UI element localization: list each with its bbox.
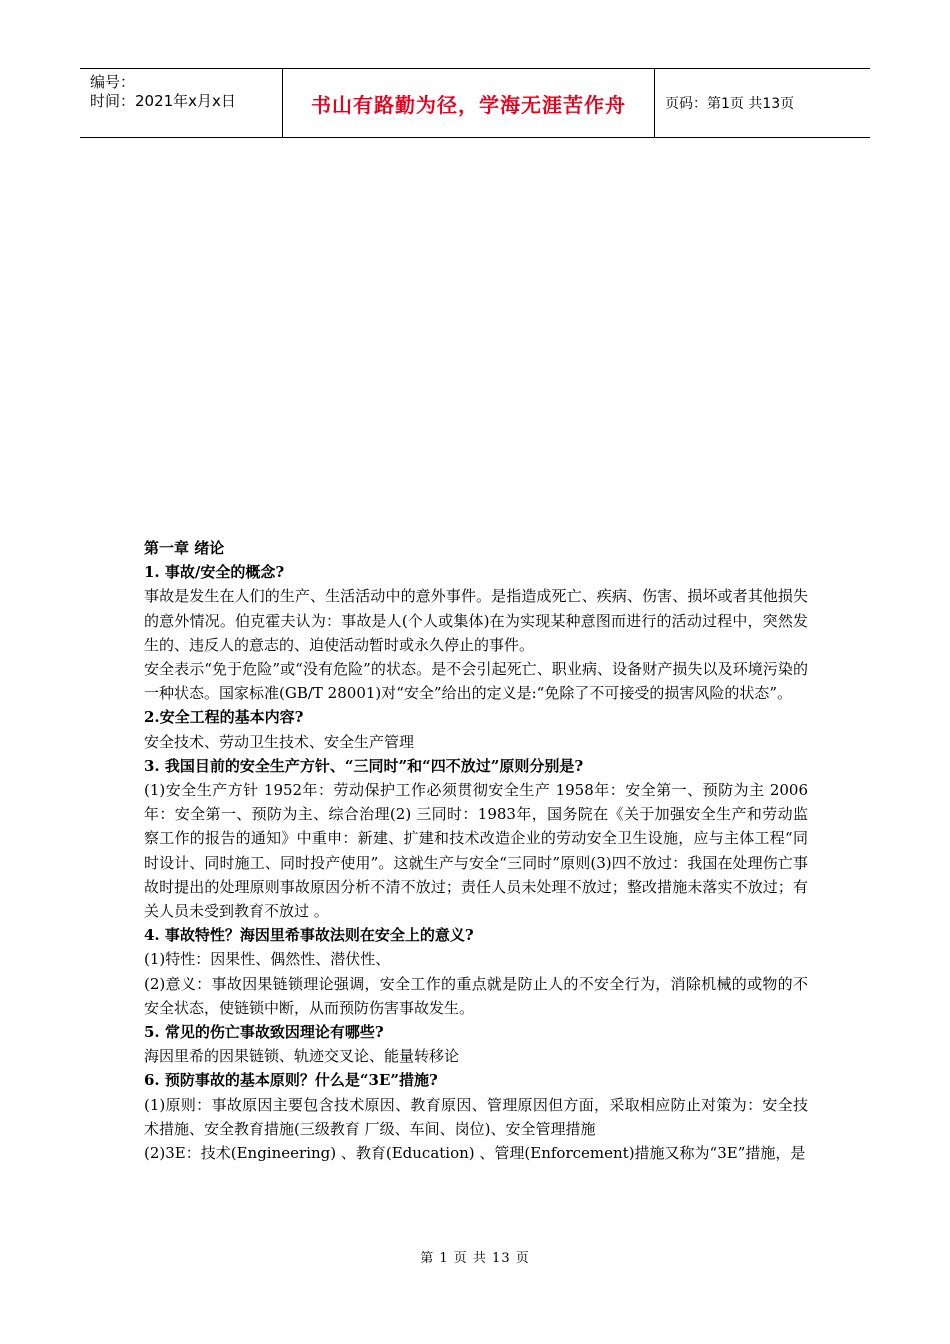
question-2-title: 2.安全工程的基本内容? xyxy=(144,708,304,727)
question-6-title: 6. 预防事故的基本原则？什么是“3E”措施? xyxy=(144,1071,438,1090)
question-4-title: 4. 事故特性？海因里希事故法则在安全上的意义? xyxy=(144,926,474,945)
header-meta xyxy=(80,69,282,137)
page-footer: 第 1 页 共 13 页 xyxy=(420,1251,530,1266)
page-header xyxy=(80,68,870,138)
chapter-title: 第一章 绪论 xyxy=(144,539,225,557)
question-3-answer: (1)安全生产方针 1952年：劳动保护工作必须贯彻安全生产 1958年：安全第一、预防为主 2006年：安全第一、预防为主、综合治理(2) 三同时：1983年，国务院在《关于加强安全生产和劳动监察工作的报告的通知》中重申：新建、扩建和技术改造企业的劳动安全卫生设施，应与主体工程“同时设计、同时施工、同时投产使用”。这就生产与安全“三同时”原则(3)四不放过：我国在处理伤亡事故时提出的处理原则事故原因分析不清不放过；责任人员未处理不放过；整改措施未落实不放过；有关人员未受到教育不放过 。 xyxy=(144,781,808,921)
question-4-answer-1: (1)特性：因果性、偶然性、潜伏性、 xyxy=(144,950,391,969)
question-6-answer-2: (2)3E：技术(Engineering) 、教育(Education) 、管理(Enforcement)措施又称为“3E”措施，是 xyxy=(144,1144,806,1163)
serial-label: 编号： xyxy=(90,73,136,91)
question-1-title: 1. 事故/安全的概念? xyxy=(144,563,285,582)
header-motto: 书山有路勤为径，学海无涯苦作舟 xyxy=(282,69,655,137)
header-page-info: 页码：第1页 共13页 xyxy=(665,96,795,112)
question-4-answer-2: (2)意义：事故因果链锁理论强调，安全工作的重点就是防止人的不安全行为，消除机械的或物的不安全状态，使链锁中断，从而预防伤害事故发生。 xyxy=(144,974,808,1017)
question-5-answer: 海因里希的因果链锁、轨迹交叉论、能量转移论 xyxy=(144,1047,460,1066)
question-5-title: 5. 常见的伤亡事故致因理论有哪些? xyxy=(144,1023,384,1042)
question-6-answer-1: (1)原则：事故原因主要包含技术原因、教育原因、管理原因但方面，采取相应防止对策为：安全技术措施、安全教育措施(三级教育 厂级、车间、岗位)、安全管理措施 xyxy=(144,1095,808,1138)
time-label: 时间：2021年x月x日 xyxy=(90,92,236,110)
question-1-answer-2: 安全表示“免于危险”或“没有危险”的状态。是不会引起死亡、职业病、设备财产损失以及环境污染的一种状态。国家标准(GB/T 28001)对“安全”给出的定义是:“免除了不可接受的损害风险的状态”。 xyxy=(144,660,808,703)
question-3-title: 3. 我国目前的安全生产方针、“三同时”和“四不放过”原则分别是? xyxy=(144,756,584,775)
document-body xyxy=(144,536,808,1165)
question-2-answer: 安全技术、劳动卫生技术、安全生产管理 xyxy=(144,732,415,751)
question-1-answer-1: 事故是发生在人们的生产、生活活动中的意外事件。是指造成死亡、疾病、伤害、损坏或者其他损失的意外情况。伯克霍夫认为：事故是人(个人或集体)在为实现某种意图而进行的活动过程中，突然发生的、违反人的意志的、迫使活动暂时或永久停止的事件。 xyxy=(144,587,808,654)
